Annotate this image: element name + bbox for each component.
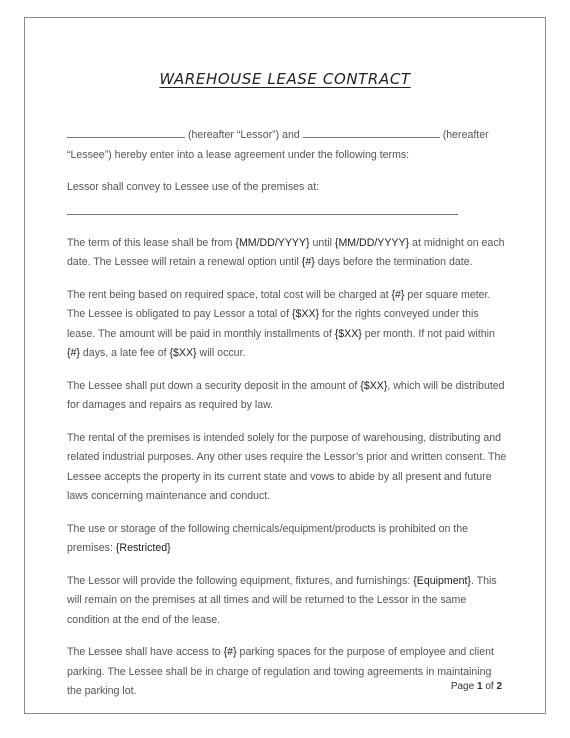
total-placeholder: {$XX} bbox=[291, 308, 320, 320]
lessee-blank[interactable] bbox=[303, 126, 440, 138]
rent-paragraph: The rent being based on required space, total cost will be charged at {#} per square meter. The Lessee is obligated to pay Lessor a total of {$XX} for the rights conveyed under this lease. The amount will be paid in monthly installments of {$XX} per month. If not paid within {#} days, a late fee of {$XX} will occur. bbox=[67, 288, 495, 359]
term-paragraph: The term of this lease shall be from {MM/DD/YYYY} until {MM/DD/YYYY} at midnight on each date. The Lessee will retain a renewal option until {#} days before the termination date. bbox=[67, 236, 505, 268]
parking-paragraph: The Lessee shall have access to {#} parking spaces for the purpose of employee and client parking. The Lessee shall be in charge of regulation and towing agreements in maintaining the parking lot. bbox=[67, 646, 494, 697]
end-date-placeholder: {MM/DD/YYYY} bbox=[334, 236, 410, 249]
late-days-placeholder: {#} bbox=[67, 347, 80, 359]
restricted-placeholder: {Restricted} bbox=[115, 542, 171, 554]
late-fee-placeholder: {$XX} bbox=[169, 347, 197, 359]
document-page bbox=[24, 17, 546, 714]
purpose-paragraph: The rental of the premises is intended solely for the purpose of warehousing, distributing and related industrial purposes. Any other uses require the Lessor’s prior and written consent. The Lessee accepts the property in its current state and vows to abide by all present and future laws concerning maintenance and conduct. bbox=[67, 431, 507, 502]
parking-spaces-placeholder: {#} bbox=[223, 646, 237, 658]
lessor-blank[interactable] bbox=[67, 126, 185, 138]
renewal-days-placeholder: {#} bbox=[301, 256, 315, 268]
document-title: WAREHOUSE LEASE CONTRACT bbox=[159, 70, 411, 88]
deposit-placeholder: {$XX} bbox=[360, 379, 388, 392]
rate-placeholder: {#} bbox=[391, 288, 405, 301]
document-body bbox=[67, 126, 509, 715]
equipment-paragraph: The Lessor will provide the following equipment, fixtures, and furnishings: {Equipment}. This will remain on the premises at all times and will be returned to the Lessor in the same condition at the end of the lease. bbox=[67, 574, 497, 626]
prohibited-paragraph: The use or storage of the following chemicals/equipment/products is prohibited on the premises: {Restricted} bbox=[67, 522, 469, 554]
premises-paragraph: Lessor shall convey to Lessee use of the premises at: bbox=[67, 181, 320, 193]
page-number: Page 1 of 2 bbox=[450, 681, 502, 692]
monthly-placeholder: {$XX} bbox=[334, 327, 362, 340]
intro-paragraph: (hereafter “Lessor”) and (hereafter “Lessee”) hereby enter into a lease agreement under the following terms: bbox=[67, 126, 509, 165]
deposit-paragraph: The Lessee shall put down a security deposit in the amount of {$XX}, which will be distributed for damages and repairs as required by law. bbox=[67, 379, 505, 411]
start-date-placeholder: {MM/DD/YYYY} bbox=[235, 236, 310, 249]
equipment-placeholder: {Equipment} bbox=[413, 574, 471, 587]
premises-address-blank[interactable] bbox=[67, 202, 458, 215]
